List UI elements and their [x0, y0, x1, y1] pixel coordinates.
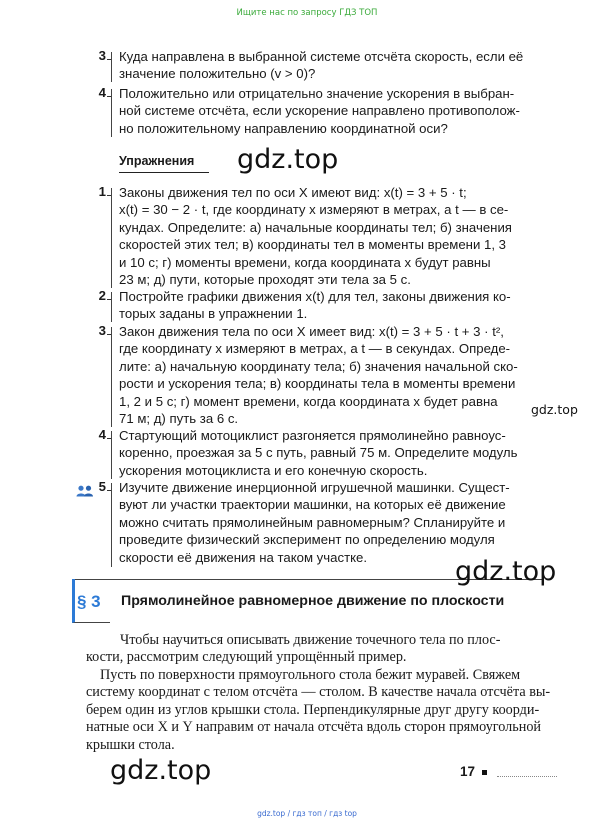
question-bracket — [111, 52, 112, 82]
page-dotted-line — [497, 776, 557, 777]
question-line: но положительному направлению координатной оси? — [119, 120, 448, 136]
exercise-line: кундах. Определите: а) начальные координаты тел; б) значения — [119, 219, 512, 235]
question-line: Положительно или отрицательно значение ускорения в выбран- — [119, 86, 515, 101]
question-text — [119, 48, 557, 83]
watermark: gdz.top — [531, 402, 578, 417]
question-text — [119, 85, 557, 137]
exercise-number: 4 — [98, 427, 106, 442]
watermark: gdz.top — [110, 755, 212, 786]
exercise-line: скорости её движения на таком участке. — [119, 549, 368, 565]
exercise-line: и 10 с; г) моменты времени, когда координата x будут равны — [119, 254, 491, 270]
question-bracket — [111, 89, 112, 137]
exercise-line: 1, 2 и 5 с; г) момент времени, когда координата x будет равна — [119, 393, 498, 409]
exercise-text — [119, 323, 557, 427]
exercise-line: лите: а) начальную координату тела; б) значения начальной ско- — [119, 358, 518, 374]
exercise-line: Изучите движение инерционной игрушечной машинки. Сущест- — [119, 480, 510, 495]
paragraph-line: Чтобы научиться описывать движение точечного тела по плос- — [120, 632, 501, 648]
bottom-banner: gdz.top / гдз топ / гдз top — [257, 809, 357, 818]
exercise-bracket — [111, 327, 112, 427]
exercise-number: 3 — [98, 323, 106, 338]
question-line: ной системе отсчёта, если ускорение направлено противополож- — [119, 103, 520, 119]
watermark: gdz.top — [237, 144, 339, 175]
exercise-number: 5 — [98, 479, 106, 494]
exercise-line: торых заданы в упражнении 1. — [119, 306, 308, 322]
watermark: gdz.top — [455, 556, 557, 587]
exercise-bracket — [111, 483, 112, 567]
exercise-line: рости и ускорения тела; в) координаты тела в моменты времени — [119, 376, 516, 392]
exercise-bracket — [111, 431, 112, 479]
exercise-line: можно считать прямолинейным равномерным? Спланируйте и — [119, 514, 506, 530]
exercises-title: Упражнения — [119, 154, 195, 168]
exercise-bracket — [111, 188, 112, 288]
exercise-number: 2 — [98, 288, 106, 303]
section-number: § 3 — [77, 592, 101, 611]
exercise-number: 1 — [98, 184, 106, 199]
top-banner: Ищите нас по запросу ГДЗ ТОП — [236, 8, 378, 18]
exercise-text — [119, 427, 557, 479]
exercise-line: проведите физический эксперимент по определению модуля — [119, 532, 495, 548]
exercise-line: Стартующий мотоциклист разгоняется прямолинейно равноус- — [119, 428, 506, 443]
exercise-line: x(t) = 30 − 2 · t, где координату x измеряют в метрах, а t — в се- — [119, 202, 509, 218]
exercise-line: коренно, проезжая за 5 с путь, равный 75 м. Определите модуль — [119, 445, 518, 461]
paragraph-line: систему координат с телом отсчёта — столом. В качестве начала отсчёта вы- — [86, 684, 551, 701]
page-number: 17 — [460, 764, 476, 779]
exercise-text — [119, 184, 557, 288]
exercise-bracket — [111, 292, 112, 322]
question-number: 4 — [98, 85, 106, 100]
question-line: значение положительно (v > 0)? — [119, 66, 316, 82]
page-number-marker — [482, 770, 487, 775]
exercises-title-underline — [119, 172, 209, 173]
exercise-text — [119, 479, 557, 566]
exercise-line: ускорения мотоциклиста и его конечную скорость. — [119, 462, 428, 478]
exercise-line: Законы движения тел по оси X имеют вид: x(t) = 3 + 5 · t; — [119, 185, 467, 200]
section-title: Прямолинейное равномерное движение по плоскости — [121, 593, 505, 609]
paragraph-line: натные оси X и Y направим от начала отсчёта вдоль сторон прямоугольной — [86, 719, 542, 736]
paragraph-line: Пусть по поверхности прямоугольного стола бежит муравей. Свяжем — [100, 667, 521, 683]
exercise-line: Постройте графики движения x(t) для тел, законы движения ко- — [119, 289, 511, 304]
exercise-text — [119, 288, 557, 323]
paragraph-line: берем один из углов крышки стола. Перпендикулярные друг другу коорди- — [86, 701, 540, 718]
question-line: Куда направлена в выбранной системе отсчёта скорость, если её — [119, 49, 524, 64]
paragraph-line: крышки стола. — [86, 736, 175, 753]
body-paragraph — [86, 667, 556, 754]
exercise-line: где координату x измеряют в метрах, а t — в секундах. Опреде- — [119, 341, 511, 357]
exercise-line: 23 м; д) пути, которые проходят эти тела за 5 с. — [119, 272, 411, 288]
paragraph-line: кости, рассмотрим следующий упрощённый пример. — [86, 649, 407, 666]
exercise-line: скоростей этих тел; в) координаты тел в моменты времени 1, 3 — [119, 237, 506, 253]
exercise-line: Закон движения тела по оси X имеет вид: x(t) = 3 + 5 · t + 3 · t², — [119, 324, 504, 339]
body-paragraph — [86, 632, 556, 667]
exercise-line: вуют ли участки траектории машинки, на которых её движение — [119, 497, 506, 513]
question-number: 3 — [98, 48, 106, 63]
exercise-line: 71 м; д) путь за 6 с. — [119, 411, 239, 427]
